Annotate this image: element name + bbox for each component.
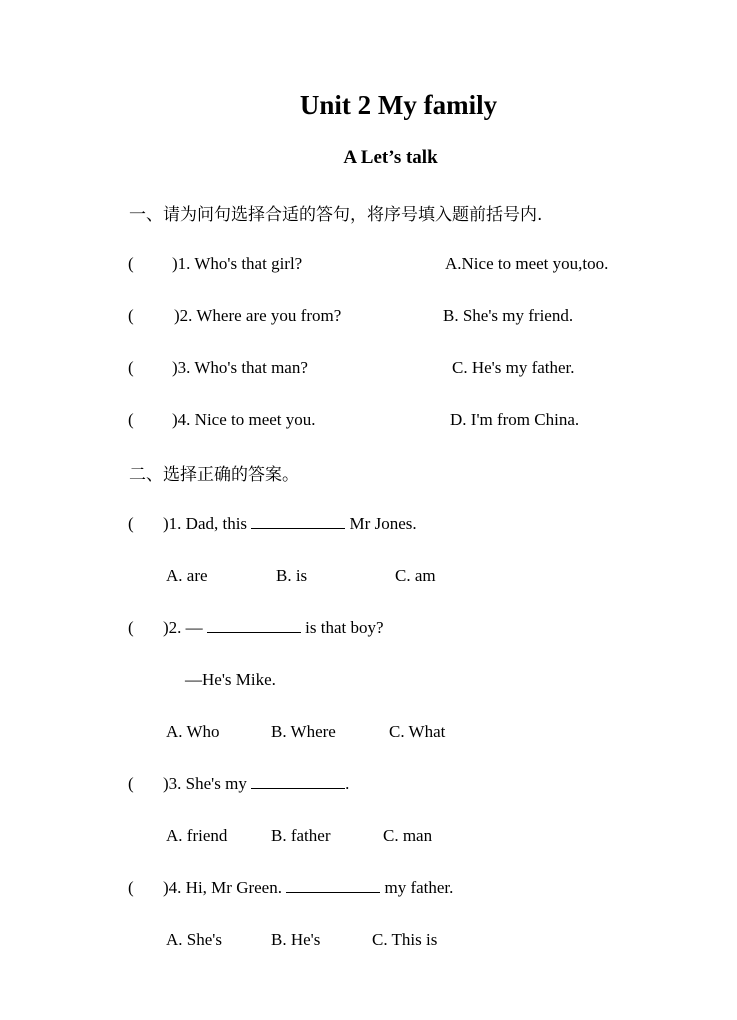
option-a: A. are [166, 566, 208, 585]
fill-blank [286, 878, 380, 893]
question-text-after: Mr Jones. [345, 514, 417, 533]
answer-paren: ( [128, 514, 134, 533]
question-text [163, 514, 417, 534]
question-text-before: )2. — [163, 618, 207, 637]
section2-heading: 二、选择正确的答案。 [129, 465, 299, 485]
answer-paren: ( [128, 618, 134, 637]
option-c: C. This is [372, 930, 438, 949]
answer-option: D. I'm from China. [450, 410, 580, 429]
question-text [163, 878, 453, 898]
fill-blank [251, 514, 345, 529]
question-text [163, 618, 384, 638]
option-b: B. Where [271, 722, 336, 741]
section1-heading: 一、请为问句选择合适的答句，将序号填入题前括号内. [129, 205, 543, 225]
question-text: )3. Who's that man? [172, 358, 308, 377]
question-text-after: . [345, 774, 350, 793]
option-a: A. Who [166, 722, 220, 741]
question-text-before: )4. Hi, Mr Green. [163, 878, 287, 897]
answer-option: B. She's my friend. [443, 306, 574, 325]
option-a: A. She's [166, 930, 222, 949]
answer-paren: ( [128, 774, 134, 793]
question-text-before: )3. She's my [163, 774, 252, 793]
page-subtitle: A Let’s talk [343, 147, 438, 168]
question-text: )2. Where are you from? [174, 306, 342, 325]
question-text-after: my father. [380, 878, 454, 897]
answer-paren: ( [128, 878, 134, 897]
fill-blank [251, 774, 345, 789]
answer-option: C. He's my father. [452, 358, 575, 377]
question-text: )1. Who's that girl? [172, 254, 303, 273]
option-b: B. father [271, 826, 331, 845]
fill-blank [207, 618, 301, 633]
option-c: C. man [383, 826, 433, 845]
answer-paren: ( [128, 358, 134, 377]
page-title: Unit 2 My family [299, 90, 498, 120]
reply-text: —He's Mike. [185, 670, 276, 689]
answer-option: A.Nice to meet you,too. [445, 254, 609, 273]
question-text: )4. Nice to meet you. [172, 410, 316, 429]
option-b: B. He's [271, 930, 321, 949]
answer-paren: ( [128, 410, 134, 429]
option-b: B. is [276, 566, 308, 585]
option-a: A. friend [166, 826, 228, 845]
option-c: C. What [389, 722, 446, 741]
option-c: C. am [395, 566, 436, 585]
answer-paren: ( [128, 306, 134, 325]
answer-paren: ( [128, 254, 134, 273]
question-text [163, 774, 349, 794]
question-text-after: is that boy? [300, 618, 384, 637]
question-text-before: )1. Dad, this [163, 514, 252, 533]
